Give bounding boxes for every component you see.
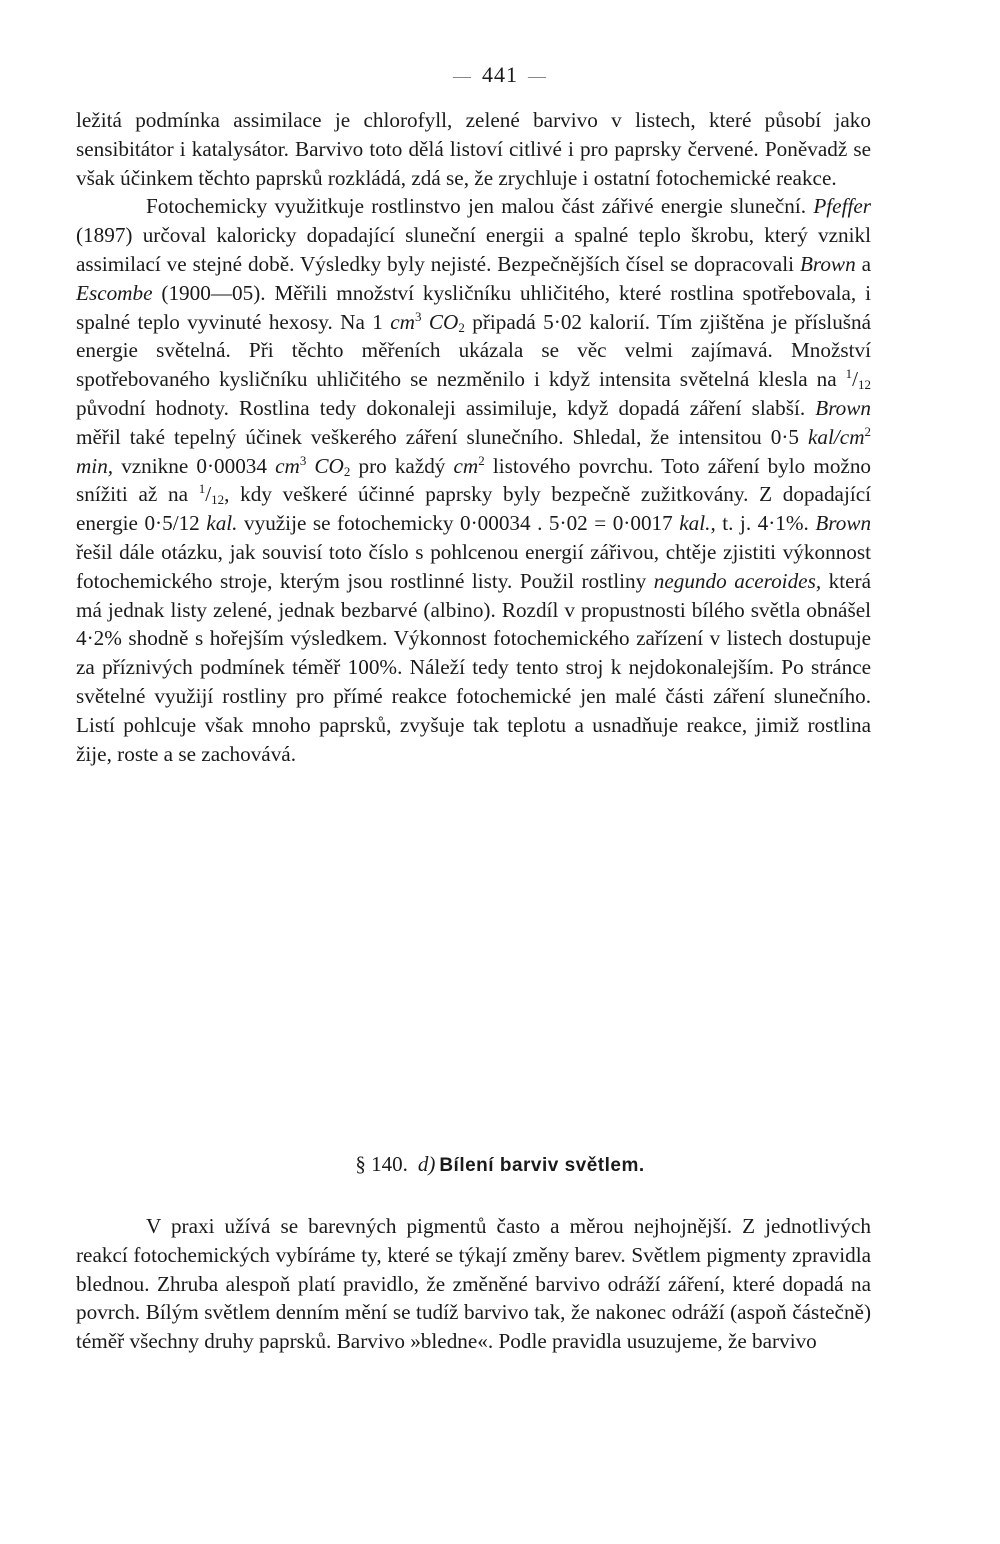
superscript: 2 [864,423,871,439]
body-text-top [76,106,871,768]
text-run: V praxi užívá se barevných pigmentů často a měrou nejhojnější. Z jednotlivých reakcí fotochemických vybíráme ty, které se týkají změny barev. Světlem pigmenty zpravidla blednou. Zhruba alespoň platí pravidlo, že změněné barvivo odráží záření, které dopadá na povrch. Bílým světlem denním mění se tudíž barvivo tak, že nakonec odráží (aspoň částečně) téměř všechny druhy paprsků. Barvivo »bledne«. Podle pravidla usuzujeme, že barvivo [76,1214,871,1354]
plant-species-name: negundo aceroides, [653,568,822,593]
body-text-bottom [76,1212,871,1356]
text-run: (1897) určoval kaloricky dopadající sluneční energii a spalné teplo škrobu, který vznikl assimilací ve stejné době. Výsledky byly nejisté. Bezpečnějších čísel se dopracovali [76,223,871,276]
unit-cm: cm [453,453,479,478]
formula-co2: CO [428,309,459,334]
fraction-numerator: 1 [198,481,206,497]
text-run: vznikne 0·00034 [121,453,267,478]
superscript: 3 [299,452,307,468]
author-name-pfeffer: Pfeffer [813,194,871,219]
text-run: pro každý [358,453,446,478]
author-name-brown: Brown [815,395,871,420]
fraction-denominator: 12 [858,377,872,393]
text-run: Fotochemicky využitkuje rostlinstvo jen malou část zářivé energie sluneční. [146,194,807,219]
section-title: Bílení barviv světlem. [439,1155,645,1176]
fraction-numerator: 1 [845,366,853,382]
text-run: která má jednak listy zelené, jednak bezbarvé (albino). Rozdíl v propustnosti bílého světla obnášel 4·2% shodně s hořejším výsledkem. Výkonnost fotochemického zařízení v listech dostupuje za příznivých podmínek téměř 100%. Náleží tedy tento stroj k nejdokonalejším. Po stránce světelné využijí rostliny pro přímé reakce fotochemické jen malé části záření slunečního. Listí pohlcuje však mnoho paprsků, zvyšuje tak teplotu a usnadňuje reakce, jimiž rostlina žije, roste a se zachovává. [76,568,871,766]
unit-cm: cm [275,453,300,478]
subscript: 2 [458,319,465,335]
text-run: kdy veškeré účinné paprsky byly bezpečně zužitkovány. Z dopadající energie 0·5/12 [76,482,872,536]
paragraph-bleaching [76,1212,871,1356]
dash-right: — [528,66,547,86]
section-symbol: § [355,1152,366,1176]
superscript: 2 [478,452,485,468]
text-run: připadá 5·02 kalorií. Tím zjištěna je příslušná energie světelná. Při těchto měřeních ukázala se věc velmi zajímavá. Množství spotřebovaného kysličníku uhličitého se nezměnilo i když intensita světelná klesla na [76,309,872,392]
text-run: měřil také tepelný účinek veškerého záření slunečního. Shledal, že intensitou 0·5 [76,424,800,449]
section-heading [0,1152,1000,1177]
text-run: t. j. 4·1%. [722,511,809,536]
text-run: listového povrchu. Toto záření bylo možno snížiti až na [76,453,872,507]
paragraph-continuation [76,106,871,192]
unit-kal-cm: kal/cm [808,424,865,449]
unit-kal: kal. [679,511,711,536]
paragraph-photochemistry: Fotochemicky využitkuje rostlinstvo jen malou část zářivé energie sluneční. Pfeffer (1897) určoval kaloricky dopadající sluneční energii a spalné teplo škrobu, který vznikl assimilací ve stejné době. Výsledky byly nejisté. Bezpečnějších čísel se dopracovali Brown a Escombe (1900—05). Měřili množství kysličníku uhličitého, které rostlina spotřebovala, i spalné teplo vyvinuté hexosy. Na 1 $cm^3$ $CO_2$ připadá 5·02 kalorií. Tím zjištěna je příslušná energie světelná. Při těchto měřeních ukázala se věc velmi zajímavá. Množství spotřebovaného kysličníku uhličitého se nezměnilo i když intensita světelná klesla na $^1/_{12}$ původní hodnoty. Rostlina tedy dokonaleji assimiluje, když dopadá záření slabší. Brown měřil také tepelný účinek veškerého záření slunečního. Shledal, že intensitou 0·5 kal/$cm^2$ min, vznikne 0·00034 $cm^3$ $CO_2$ pro každý $cm^2$ listového povrchu. Toto záření bylo možno snížiti až na $^1/_{12}$, kdy veškeré účinné paprsky byly bezpečně zužitkovány. Z dopadající energie 0·5/12 kal. využije se fotochemicky 0·00034 . 5·02 = 0·0017 kal., t. j. 4·1%. Brown řešil dále otázku, jak souvisí toto číslo s pohlcenou energií zářivou, chtěje zjistiti výkonnost fotochemického stroje, kterým jsou rostlinné listy. Použil rostliny negundo aceroides, která má jednak listy zelené, jednak bezbarvé (albino). Rozdíl v propustnosti bílého světla obnášel 4·2% shodně s hořejším výsledkem. Výkonnost fotochemického zařízení v listech dostupuje za příznivých podmínek téměř 100%. Náleží tedy tento stroj k nejdokonalejším. Po stránce světelné využijí rostliny pro přímé reakce fotochemické jen malé části záření slunečního. Listí pohlcuje však mnoho paprsků, zvyšuje tak teplotu a usnadňuje reakce, jimiž rostlina žije, roste a se zachovává. [76,194,872,766]
author-name-escombe: Escombe [76,280,153,305]
dash-left: — [453,66,472,86]
author-name-brown: Brown [815,511,872,536]
section-letter: d) [417,1152,436,1176]
subscript: 2 [343,463,351,479]
text-run: původní hodnoty. Rostlina tedy dokonaleji assimiluje, když dopadá záření slabší. [76,395,806,420]
text-run: využije se fotochemicky 0·00034 . 5·02 = 0·0017 [244,511,673,536]
fraction-denominator: 12 [211,492,225,508]
page-number-header [0,62,1000,88]
superscript: 3 [415,308,422,324]
unit-min: min, [76,453,114,478]
text-run: ležitá podmínka assimilace je chlorofyll, zelené barvivo v listech, které působí jako sensibitátor i katalysátor. Barvivo toto dělá listoví citlivé i pro paprsky červené. Poněvadž se však účinkem těchto paprsků rozkládá, zdá se, že zrychluje i ostatní fotochemické reakce. [76,108,871,190]
unit-kal: kal. [206,511,238,536]
text-run: řešil dále otázku, jak souvisí toto číslo s pohlcenou energií zářivou, chtěje zjistiti výkonnost fotochemického stroje, kterým jsou rostlinné listy. Použil rostliny [76,539,871,593]
formula-co2: CO [314,453,344,478]
section-number: 140. [371,1152,408,1176]
text-run: (1900—05). Měřili množství kysličníku uhličitého, které rostlina spotřebovala, i spalné teplo vyvinuté hexosy. Na 1 [76,280,871,334]
unit-cm: cm [390,309,415,334]
author-name-brown: Brown [799,251,856,276]
page-number: 441 [482,62,518,87]
text-run: a [861,251,872,276]
